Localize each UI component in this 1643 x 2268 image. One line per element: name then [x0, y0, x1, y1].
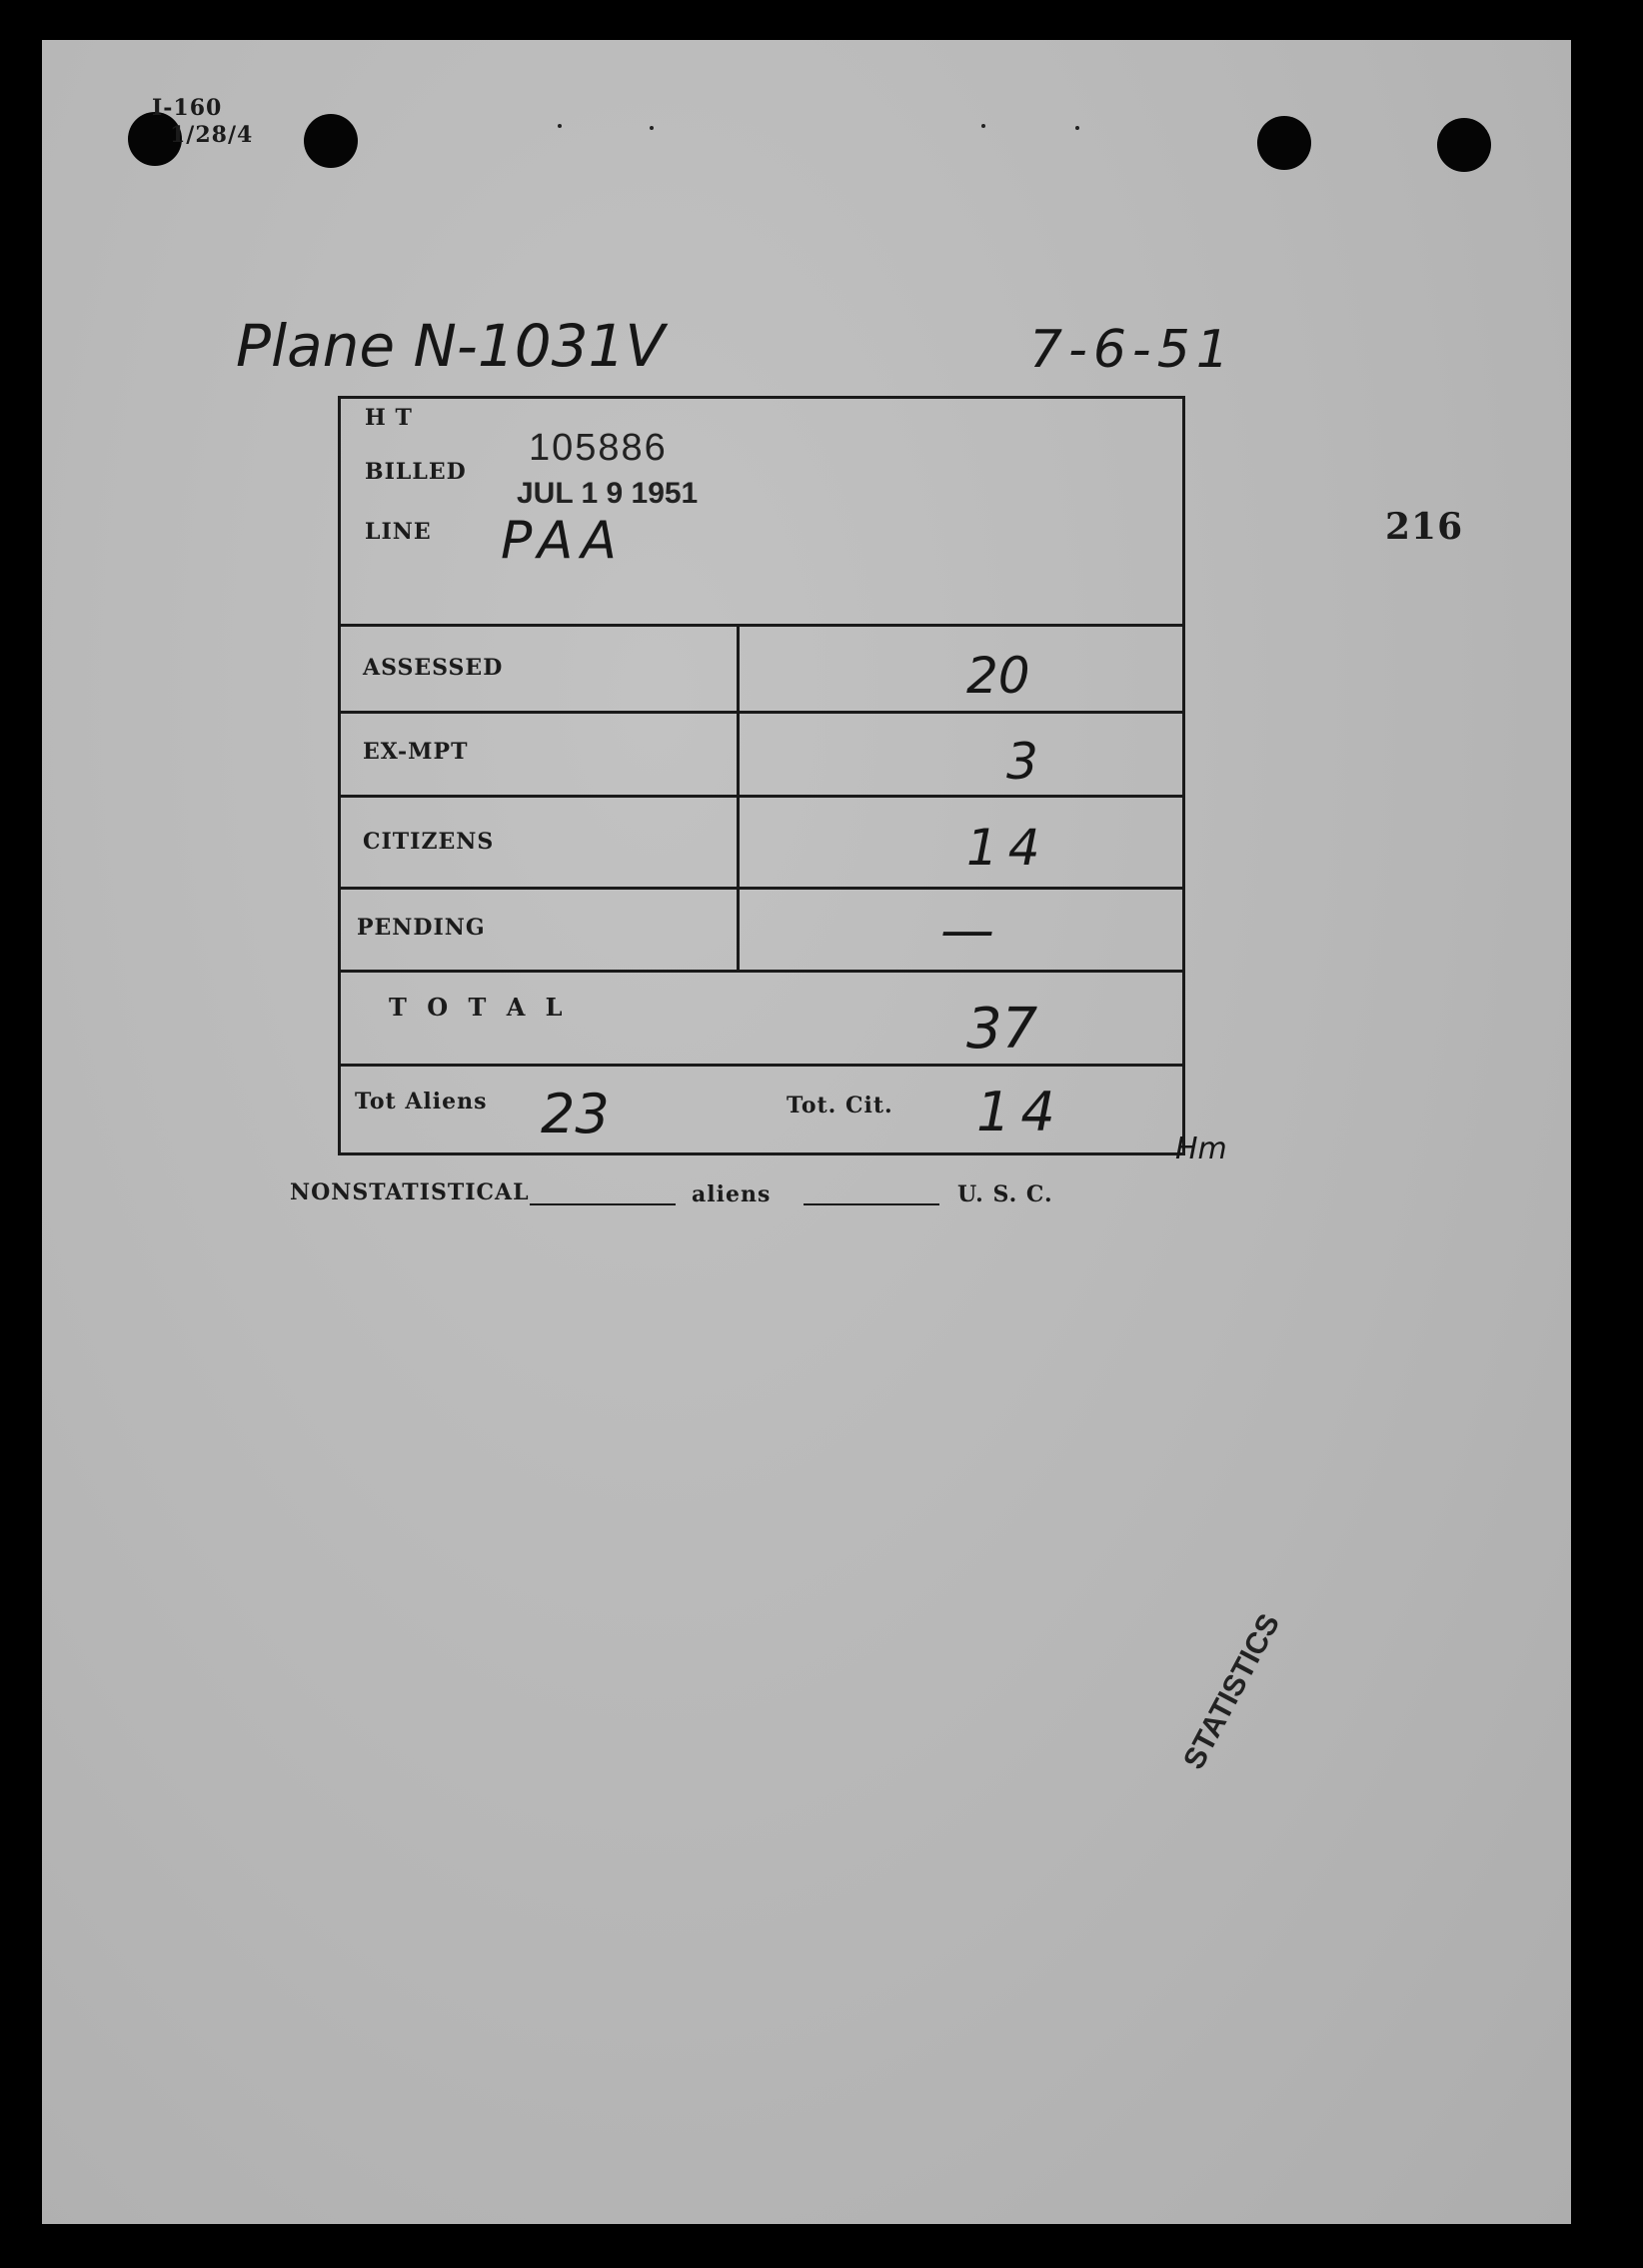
row-label-exempt: EX-MPT — [363, 739, 469, 765]
divider — [341, 624, 1182, 627]
total-label: T O T A L — [389, 993, 569, 1022]
row-value-exempt: 3 — [1006, 733, 1038, 791]
divider — [341, 970, 1182, 973]
row-label-citizens: CITIZENS — [363, 829, 495, 855]
tot-cit-label: Tot. Cit. — [787, 1093, 893, 1119]
aliens-label: aliens — [692, 1181, 772, 1207]
page-number: 216 — [1385, 506, 1464, 548]
speck — [1075, 126, 1079, 130]
form-table — [338, 396, 1185, 1155]
statistics-stamp: STATISTICS — [1177, 1608, 1287, 1775]
tot-aliens-label: Tot Aliens — [355, 1089, 488, 1115]
ht-label: H T — [365, 405, 413, 431]
divider — [341, 1064, 1182, 1067]
tot-cit-value: 14 — [976, 1081, 1065, 1143]
speck — [558, 124, 562, 128]
divider — [341, 711, 1182, 714]
date-handwritten: 7-6-51 — [1029, 320, 1235, 380]
row-value-assessed: 20 — [966, 647, 1030, 705]
form-number: I-160 — [152, 95, 223, 121]
row-label-pending: PENDING — [357, 915, 486, 941]
form-revision: 1/28/4 — [170, 122, 254, 148]
row-value-citizens: 14 — [966, 819, 1050, 877]
line-label: LINE — [365, 519, 432, 545]
punch-hole-right-1 — [1257, 116, 1311, 170]
plane-handwritten: Plane N-1031V — [236, 312, 666, 380]
nonstatistical-label: NONSTATISTICAL — [290, 1179, 530, 1205]
tot-aliens-value: 23 — [541, 1083, 610, 1145]
billed-label: BILLED — [365, 459, 467, 485]
punch-hole-left-2 — [304, 114, 358, 168]
line-value-handwritten: PAA — [501, 511, 625, 571]
divider — [341, 795, 1182, 798]
usc-label: U. S. C. — [957, 1181, 1053, 1207]
nonstatistical-blank — [530, 1203, 676, 1205]
initials-handwritten: Hm — [1175, 1132, 1227, 1166]
row-value-pending: — — [940, 899, 994, 962]
stamp-number: 105886 — [529, 427, 668, 469]
punch-hole-right-2 — [1437, 118, 1491, 172]
speck — [650, 126, 654, 130]
stamp-date: JUL 1 9 1951 — [517, 477, 699, 510]
column-divider — [737, 625, 740, 971]
row-label-assessed: ASSESSED — [363, 655, 504, 681]
speck — [981, 124, 985, 128]
divider — [341, 887, 1182, 890]
total-value: 37 — [966, 997, 1038, 1062]
aliens-blank — [804, 1203, 939, 1205]
